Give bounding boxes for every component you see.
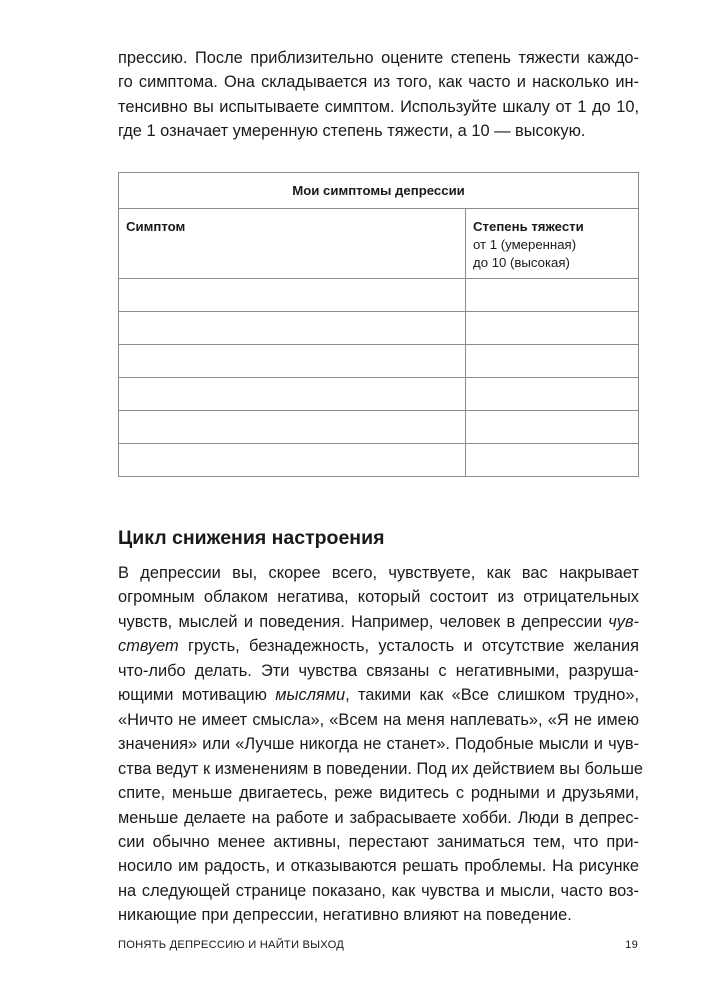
body-line — [118, 610, 639, 634]
body-line — [118, 634, 639, 658]
intro-line: где 1 означает умеренную степень тяжести, а 10 — высокую. — [118, 121, 586, 140]
symptom-header-label: Симптом — [126, 219, 186, 234]
symptom-cell[interactable] — [119, 378, 466, 411]
table-row — [119, 378, 639, 411]
body-line: что-либо делать. Эти чувства связаны с негативными, разруша- — [118, 661, 639, 680]
symptom-column-header — [119, 209, 466, 279]
severity-cell[interactable] — [466, 444, 639, 477]
body-line: ства ведут к изменениям в поведении. Под их действием вы больше — [118, 759, 643, 778]
body-line: на следующей странице показано, как чувства и мысли, часто воз- — [118, 881, 639, 900]
table-row — [119, 279, 639, 312]
page-number: 19 — [625, 939, 638, 951]
severity-cell[interactable] — [466, 279, 639, 312]
body-line: значения» или «Лучше никогда не станет». Подобные мысли и чув- — [118, 735, 639, 754]
body-line: «Ничто не имеет смысла», «Всем на меня наплевать», «Я не имею — [118, 710, 639, 729]
body-line: никающие при депрессии, негативно влияют на поведение. — [118, 906, 572, 925]
body-line — [118, 683, 639, 707]
intro-line: го симптома. Она складывается из того, как часто и насколько ин- — [118, 73, 639, 92]
emphasis-text: мыслями — [275, 686, 346, 705]
severity-column-header — [466, 209, 639, 279]
severity-scale-high: до 10 (высокая) — [473, 255, 570, 270]
section-body — [118, 561, 643, 928]
body-text: , такими как «Все слишком трудно», — [345, 686, 640, 705]
intro-line: прессию. После приблизительно оцените степень тяжести каждо- — [118, 49, 639, 67]
running-footer-title: ПОНЯТЬ ДЕПРЕССИЮ И НАЙТИ ВЫХОД — [118, 939, 345, 951]
body-text: ющими мотивацию — [118, 686, 267, 705]
table-row — [119, 312, 639, 345]
body-line: В депрессии вы, скорее всего, чувствуете, как вас накрывает — [118, 564, 639, 582]
body-line: сии обычно менее активны, перестают заниматься тем, что при- — [118, 832, 639, 851]
severity-scale-low: от 1 (умеренная) — [473, 237, 577, 252]
body-text: чувств, мыслей и поведения. Например, человек в депрессии — [118, 612, 603, 631]
body-line: спите, меньше двигаетесь, реже видитесь с родными и друзьями, — [118, 784, 639, 803]
symptom-cell[interactable] — [119, 312, 466, 345]
symptom-cell[interactable] — [119, 444, 466, 477]
table-title: Мои симптомы депрессии — [119, 173, 639, 209]
body-text: грусть, безнадежность, усталость и отсутствие желания — [187, 637, 639, 656]
emphasis-text: ствует — [118, 637, 179, 656]
symptom-cell[interactable] — [119, 345, 466, 378]
symptoms-table — [118, 172, 639, 477]
symptom-cell[interactable] — [119, 411, 466, 444]
table-row — [119, 411, 639, 444]
table-row — [119, 345, 639, 378]
emphasis-text: чув- — [608, 612, 639, 631]
body-line: носило им радость, и отказываются решать проблемы. На рисунке — [118, 857, 639, 876]
severity-header-label: Степень тяжести — [473, 219, 584, 234]
body-line: огромным облаком негатива, который состоит из отрицательных — [118, 588, 639, 607]
severity-cell[interactable] — [466, 312, 639, 345]
section-heading: Цикл снижения настроения — [118, 527, 385, 549]
severity-cell[interactable] — [466, 345, 639, 378]
table-row — [119, 444, 639, 477]
intro-paragraph — [118, 46, 639, 143]
severity-cell[interactable] — [466, 411, 639, 444]
symptom-cell[interactable] — [119, 279, 466, 312]
intro-line: тенсивно вы испытываете симптом. Используйте шкалу от 1 до 10, — [118, 97, 639, 116]
severity-cell[interactable] — [466, 378, 639, 411]
body-line: меньше делаете на работе и забрасываете хобби. Люди в депрес- — [118, 808, 639, 827]
